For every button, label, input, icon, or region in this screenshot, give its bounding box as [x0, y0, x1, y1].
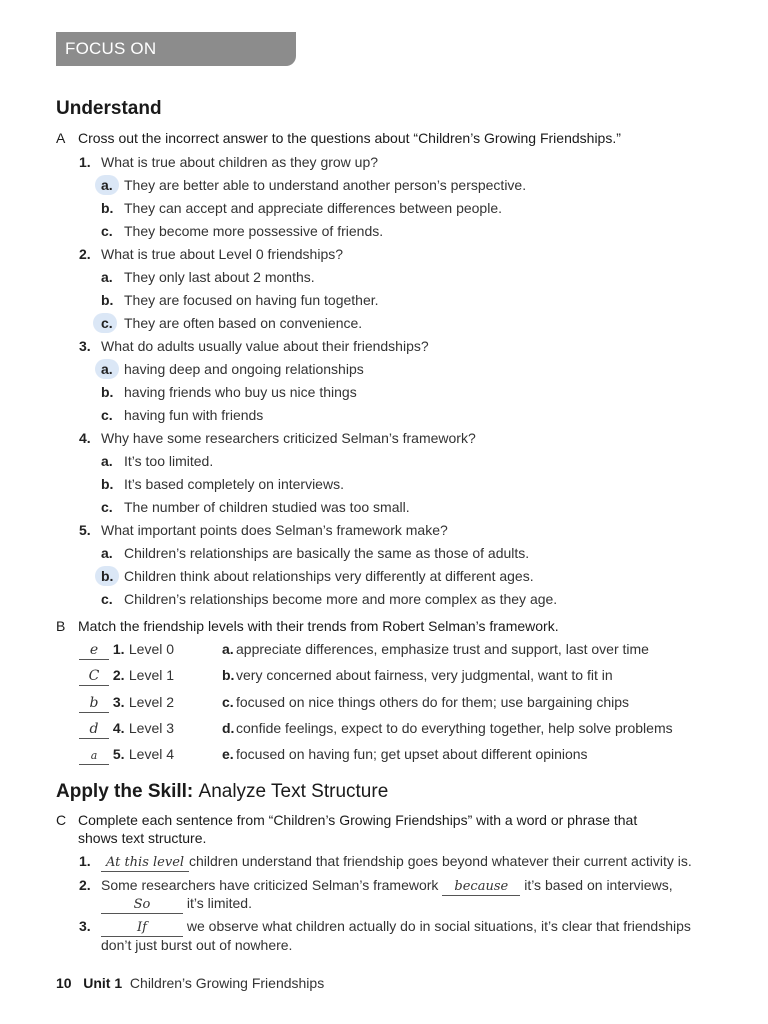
option-4a[interactable]: a. It’s too limited.: [101, 453, 214, 469]
match-row-1: e 1. Level 0: [79, 641, 174, 660]
option-3a[interactable]: a. having deep and ongoing relationships: [101, 361, 364, 377]
option-5b[interactable]: b. Children think about relationships very differently at different ages.: [101, 568, 534, 584]
match-row-4: d 4. Level 3: [79, 720, 174, 739]
option-1c[interactable]: c. They become more possessive of friends.: [101, 223, 384, 239]
option-1b[interactable]: b. They can accept and appreciate differences between people.: [101, 200, 502, 216]
match-trend-b: b. very concerned about fairness, very judgmental, want to fit in: [222, 667, 613, 683]
match-answer-blank[interactable]: d: [79, 721, 109, 739]
sentence-2: 2. Some researchers have criticized Selman’s framework because it’s based on interviews,: [79, 877, 673, 894]
question-5: 5. What important points does Selman’s framework make?: [79, 522, 448, 538]
match-trend-c: c. focused on nice things others do for them; use bargaining chips: [222, 694, 630, 710]
section-banner: FOCUS ON UNDERSTANDING: [56, 32, 296, 66]
sentence-3-blank[interactable]: If: [101, 919, 183, 937]
page-footer: [56, 975, 324, 991]
page-number: 10: [56, 975, 72, 991]
section-b-instruction: B Match the friendship levels with their trends from Robert Selman’s framework.: [56, 618, 559, 634]
sentence-2-blank-1[interactable]: because: [442, 878, 520, 896]
question-4: 4. Why have some researchers criticized Selman’s framework?: [79, 430, 476, 446]
question-2: 2. What is true about Level 0 friendships?: [79, 246, 344, 262]
section-c-instruction-cont: shows text structure.: [78, 830, 207, 846]
option-5c[interactable]: c. Children’s relationships become more and more complex as they age.: [101, 591, 558, 607]
match-answer-blank[interactable]: b: [79, 695, 109, 713]
sentence-2-cont: So it’s limited.: [101, 895, 252, 914]
option-5a[interactable]: a. Children’s relationships are basically the same as those of adults.: [101, 545, 530, 561]
question-3: 3. What do adults usually value about their friendships?: [79, 338, 429, 354]
section-a-instruction: A Cross out the incorrect answer to the questions about “Children’s Growing Friendships.”: [56, 130, 621, 146]
match-row-2: C 2. Level 1: [79, 667, 174, 686]
option-3c[interactable]: c. having fun with friends: [101, 407, 264, 423]
sentence-3-cont: don’t just burst out of nowhere.: [101, 937, 293, 953]
option-4c[interactable]: c. The number of children studied was too small.: [101, 499, 410, 515]
apply-skill-heading: Apply the Skill: Analyze Text Structure: [56, 781, 389, 802]
sentence-1: 1. At this level children understand that friendship goes beyond whatever their current activity is.: [79, 853, 692, 870]
question-1: 1. What is true about children as they grow up?: [79, 154, 379, 170]
match-answer-blank[interactable]: e: [79, 642, 109, 660]
section-c-instruction: C Complete each sentence from “Children’s Growing Friendships” with a word or phrase that: [56, 812, 638, 828]
match-answer-blank[interactable]: a: [79, 747, 109, 765]
option-3b[interactable]: b. having friends who buy us nice things: [101, 384, 357, 400]
unit-title: Children’s Growing Friendships: [129, 975, 325, 991]
option-2a[interactable]: a. They only last about 2 months.: [101, 269, 315, 285]
match-answer-blank[interactable]: C: [79, 668, 109, 686]
option-2b[interactable]: b. They are focused on having fun together.: [101, 292, 379, 308]
option-4b[interactable]: b. It’s based completely on interviews.: [101, 476, 344, 492]
option-1a[interactable]: a. They are better able to understand another person’s perspective.: [101, 177, 527, 193]
match-trend-d: d. confide feelings, expect to do everything together, help solve problems: [222, 720, 673, 736]
sentence-2-blank-2[interactable]: So: [101, 896, 183, 914]
match-trend-e: e. focused on having fun; get upset about different opinions: [222, 746, 588, 762]
sentence-3: 3. If we observe what children actually do in social situations, it’s clear that friendships: [79, 918, 691, 935]
match-trend-a: a. appreciate differences, emphasize trust and support, last over time: [222, 641, 649, 657]
unit-label: Unit 1: [83, 975, 123, 991]
match-row-3: b 3. Level 2: [79, 694, 174, 713]
sentence-1-blank[interactable]: At this level: [101, 854, 189, 872]
match-row-5: a 5. Level 4: [79, 746, 174, 765]
understand-heading: Understand: [56, 98, 162, 119]
option-2c[interactable]: c. They are often based on convenience.: [101, 315, 363, 331]
